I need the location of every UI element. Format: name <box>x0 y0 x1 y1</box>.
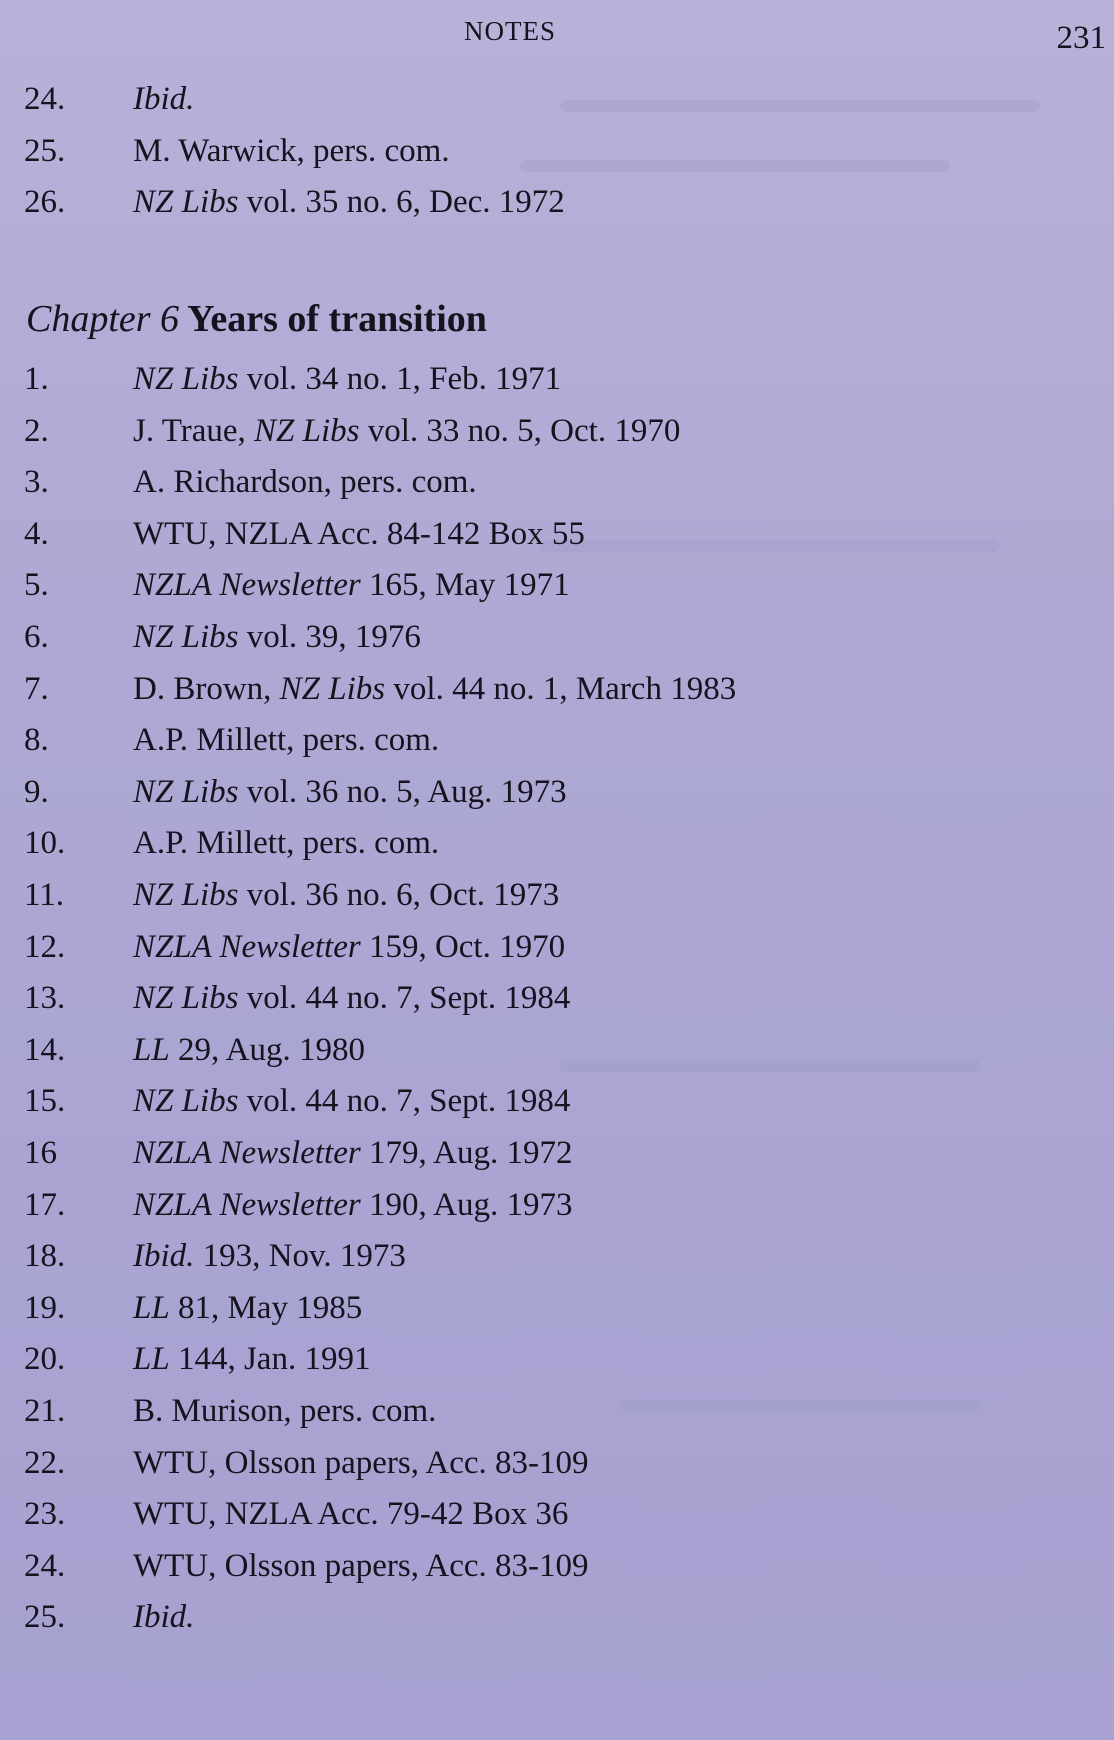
note-text <box>133 357 561 401</box>
note-text <box>133 1595 194 1639</box>
note-number: 5. <box>24 567 49 603</box>
note-text <box>133 1286 362 1330</box>
note-number: 17. <box>24 1187 66 1223</box>
note-text-part: A. Richardson, pers. com. <box>133 464 477 500</box>
chapter-title: Years of transition <box>179 298 487 340</box>
note-text <box>133 667 736 711</box>
note-number: 23. <box>24 1496 66 1532</box>
note-text <box>133 1183 572 1227</box>
note-text <box>133 563 570 607</box>
note-text <box>133 1028 365 1072</box>
chapter-heading <box>26 294 487 344</box>
note-text <box>133 873 559 917</box>
note-title-italic: NZ Libs <box>254 413 360 449</box>
note-text <box>133 976 570 1020</box>
note-text-part: A.P. Millett, pers. com. <box>133 825 440 861</box>
note-number: 15. <box>24 1083 66 1119</box>
note-text <box>133 821 439 865</box>
note-text-part: 144, Jan. 1991 <box>169 1341 371 1377</box>
note-text-part: vol. 44 no. 7, Sept. 1984 <box>238 980 571 1016</box>
running-head: NOTES <box>464 16 556 46</box>
note-title-italic: NZ Libs <box>133 1083 239 1119</box>
note-number: 11. <box>24 877 65 913</box>
note-text-part: 81, May 1985 <box>169 1290 363 1326</box>
note-text-part: vol. 36 no. 5, Aug. 1973 <box>238 774 567 810</box>
note-number: 25. <box>24 133 66 169</box>
note-number: 3. <box>24 464 49 500</box>
note-text-part: 165, May 1971 <box>360 567 570 603</box>
note-text-part: vol. 33 no. 5, Oct. 1970 <box>359 413 681 449</box>
note-number: 1. <box>24 361 49 397</box>
note-title-italic: NZLA Newsletter <box>133 1187 361 1223</box>
note-text-part: WTU, Olsson papers, Acc. 83-109 <box>133 1548 589 1584</box>
note-text-part: D. Brown, <box>133 671 280 707</box>
note-title-italic: NZ Libs <box>133 184 239 220</box>
note-text-part: 190, Aug. 1973 <box>360 1187 573 1223</box>
note-text-part: vol. 39, 1976 <box>238 619 421 655</box>
note-text-part: vol. 36 no. 6, Oct. 1973 <box>238 877 560 913</box>
note-number: 2. <box>24 413 49 449</box>
note-title-italic: NZ Libs <box>133 774 239 810</box>
note-title-italic: NZLA Newsletter <box>133 1135 361 1171</box>
note-number: 13. <box>24 980 66 1016</box>
note-text-part: J. Traue, <box>133 413 255 449</box>
note-text <box>133 77 194 121</box>
note-title-italic: Ibid. <box>133 81 195 117</box>
note-title-italic: NZ Libs <box>279 671 386 707</box>
note-text-part: 179, Aug. 1972 <box>360 1135 573 1171</box>
note-text <box>133 1441 589 1485</box>
note-number: 25. <box>24 1599 66 1635</box>
note-number: 24. <box>24 1548 66 1584</box>
note-number: 12. <box>24 929 66 965</box>
note-title-italic: NZ Libs <box>133 361 239 397</box>
note-text <box>133 1337 370 1381</box>
note-title-italic: Ibid. <box>133 1238 195 1274</box>
note-text-part: vol. 35 no. 6, Dec. 1972 <box>238 184 565 220</box>
note-text <box>133 925 565 969</box>
note-number: 16 <box>24 1135 57 1171</box>
note-text <box>133 718 439 762</box>
note-number: 18. <box>24 1238 66 1274</box>
note-number: 7. <box>24 671 49 707</box>
note-text <box>133 770 567 814</box>
note-number: 8. <box>24 722 49 758</box>
note-text <box>133 1389 436 1433</box>
note-number: 21. <box>24 1393 66 1429</box>
note-text <box>133 1234 406 1278</box>
note-text-part: WTU, Olsson papers, Acc. 83-109 <box>133 1445 589 1481</box>
note-title-italic: NZ Libs <box>133 619 239 655</box>
note-text-part: WTU, NZLA Acc. 79-42 Box 36 <box>133 1496 569 1532</box>
note-text-part: WTU, NZLA Acc. 84-142 Box 55 <box>133 516 585 552</box>
note-number: 22. <box>24 1445 66 1481</box>
note-text <box>133 1492 568 1536</box>
note-text <box>133 512 585 556</box>
note-text <box>133 409 680 453</box>
note-number: 19. <box>24 1290 66 1326</box>
note-title-italic: LL <box>133 1341 170 1377</box>
note-number: 9. <box>24 774 49 810</box>
note-text <box>133 129 450 173</box>
note-text <box>133 180 565 224</box>
note-title-italic: NZ Libs <box>133 877 239 913</box>
note-title-italic: Ibid. <box>133 1599 195 1635</box>
note-title-italic: LL <box>133 1290 170 1326</box>
note-text-part: vol. 34 no. 1, Feb. 1971 <box>238 361 562 397</box>
note-text-part: B. Murison, pers. com. <box>133 1393 437 1429</box>
note-text <box>133 1079 570 1123</box>
note-title-italic: NZLA Newsletter <box>133 929 361 965</box>
note-text-part: 159, Oct. 1970 <box>360 929 566 965</box>
page-number: 231 <box>1056 20 1106 56</box>
note-number: 26. <box>24 184 66 220</box>
note-number: 14. <box>24 1032 66 1068</box>
note-text <box>133 1131 572 1175</box>
note-text <box>133 460 477 504</box>
note-number: 10. <box>24 825 66 861</box>
note-text-part: M. Warwick, pers. com. <box>133 133 450 169</box>
note-text-part: vol. 44 no. 1, March 1983 <box>385 671 737 707</box>
note-text <box>133 1544 589 1588</box>
chapter-label: Chapter 6 <box>26 298 180 340</box>
note-number: 24. <box>24 81 66 117</box>
note-title-italic: LL <box>133 1032 170 1068</box>
note-title-italic: NZ Libs <box>133 980 239 1016</box>
note-number: 4. <box>24 516 49 552</box>
note-text-part: vol. 44 no. 7, Sept. 1984 <box>238 1083 571 1119</box>
note-number: 6. <box>24 619 49 655</box>
note-text-part: A.P. Millett, pers. com. <box>133 722 440 758</box>
note-title-italic: NZLA Newsletter <box>133 567 361 603</box>
note-text-part: 29, Aug. 1980 <box>169 1032 365 1068</box>
note-text-part: 193, Nov. 1973 <box>194 1238 406 1274</box>
note-number: 20. <box>24 1341 66 1377</box>
note-text <box>133 615 421 659</box>
